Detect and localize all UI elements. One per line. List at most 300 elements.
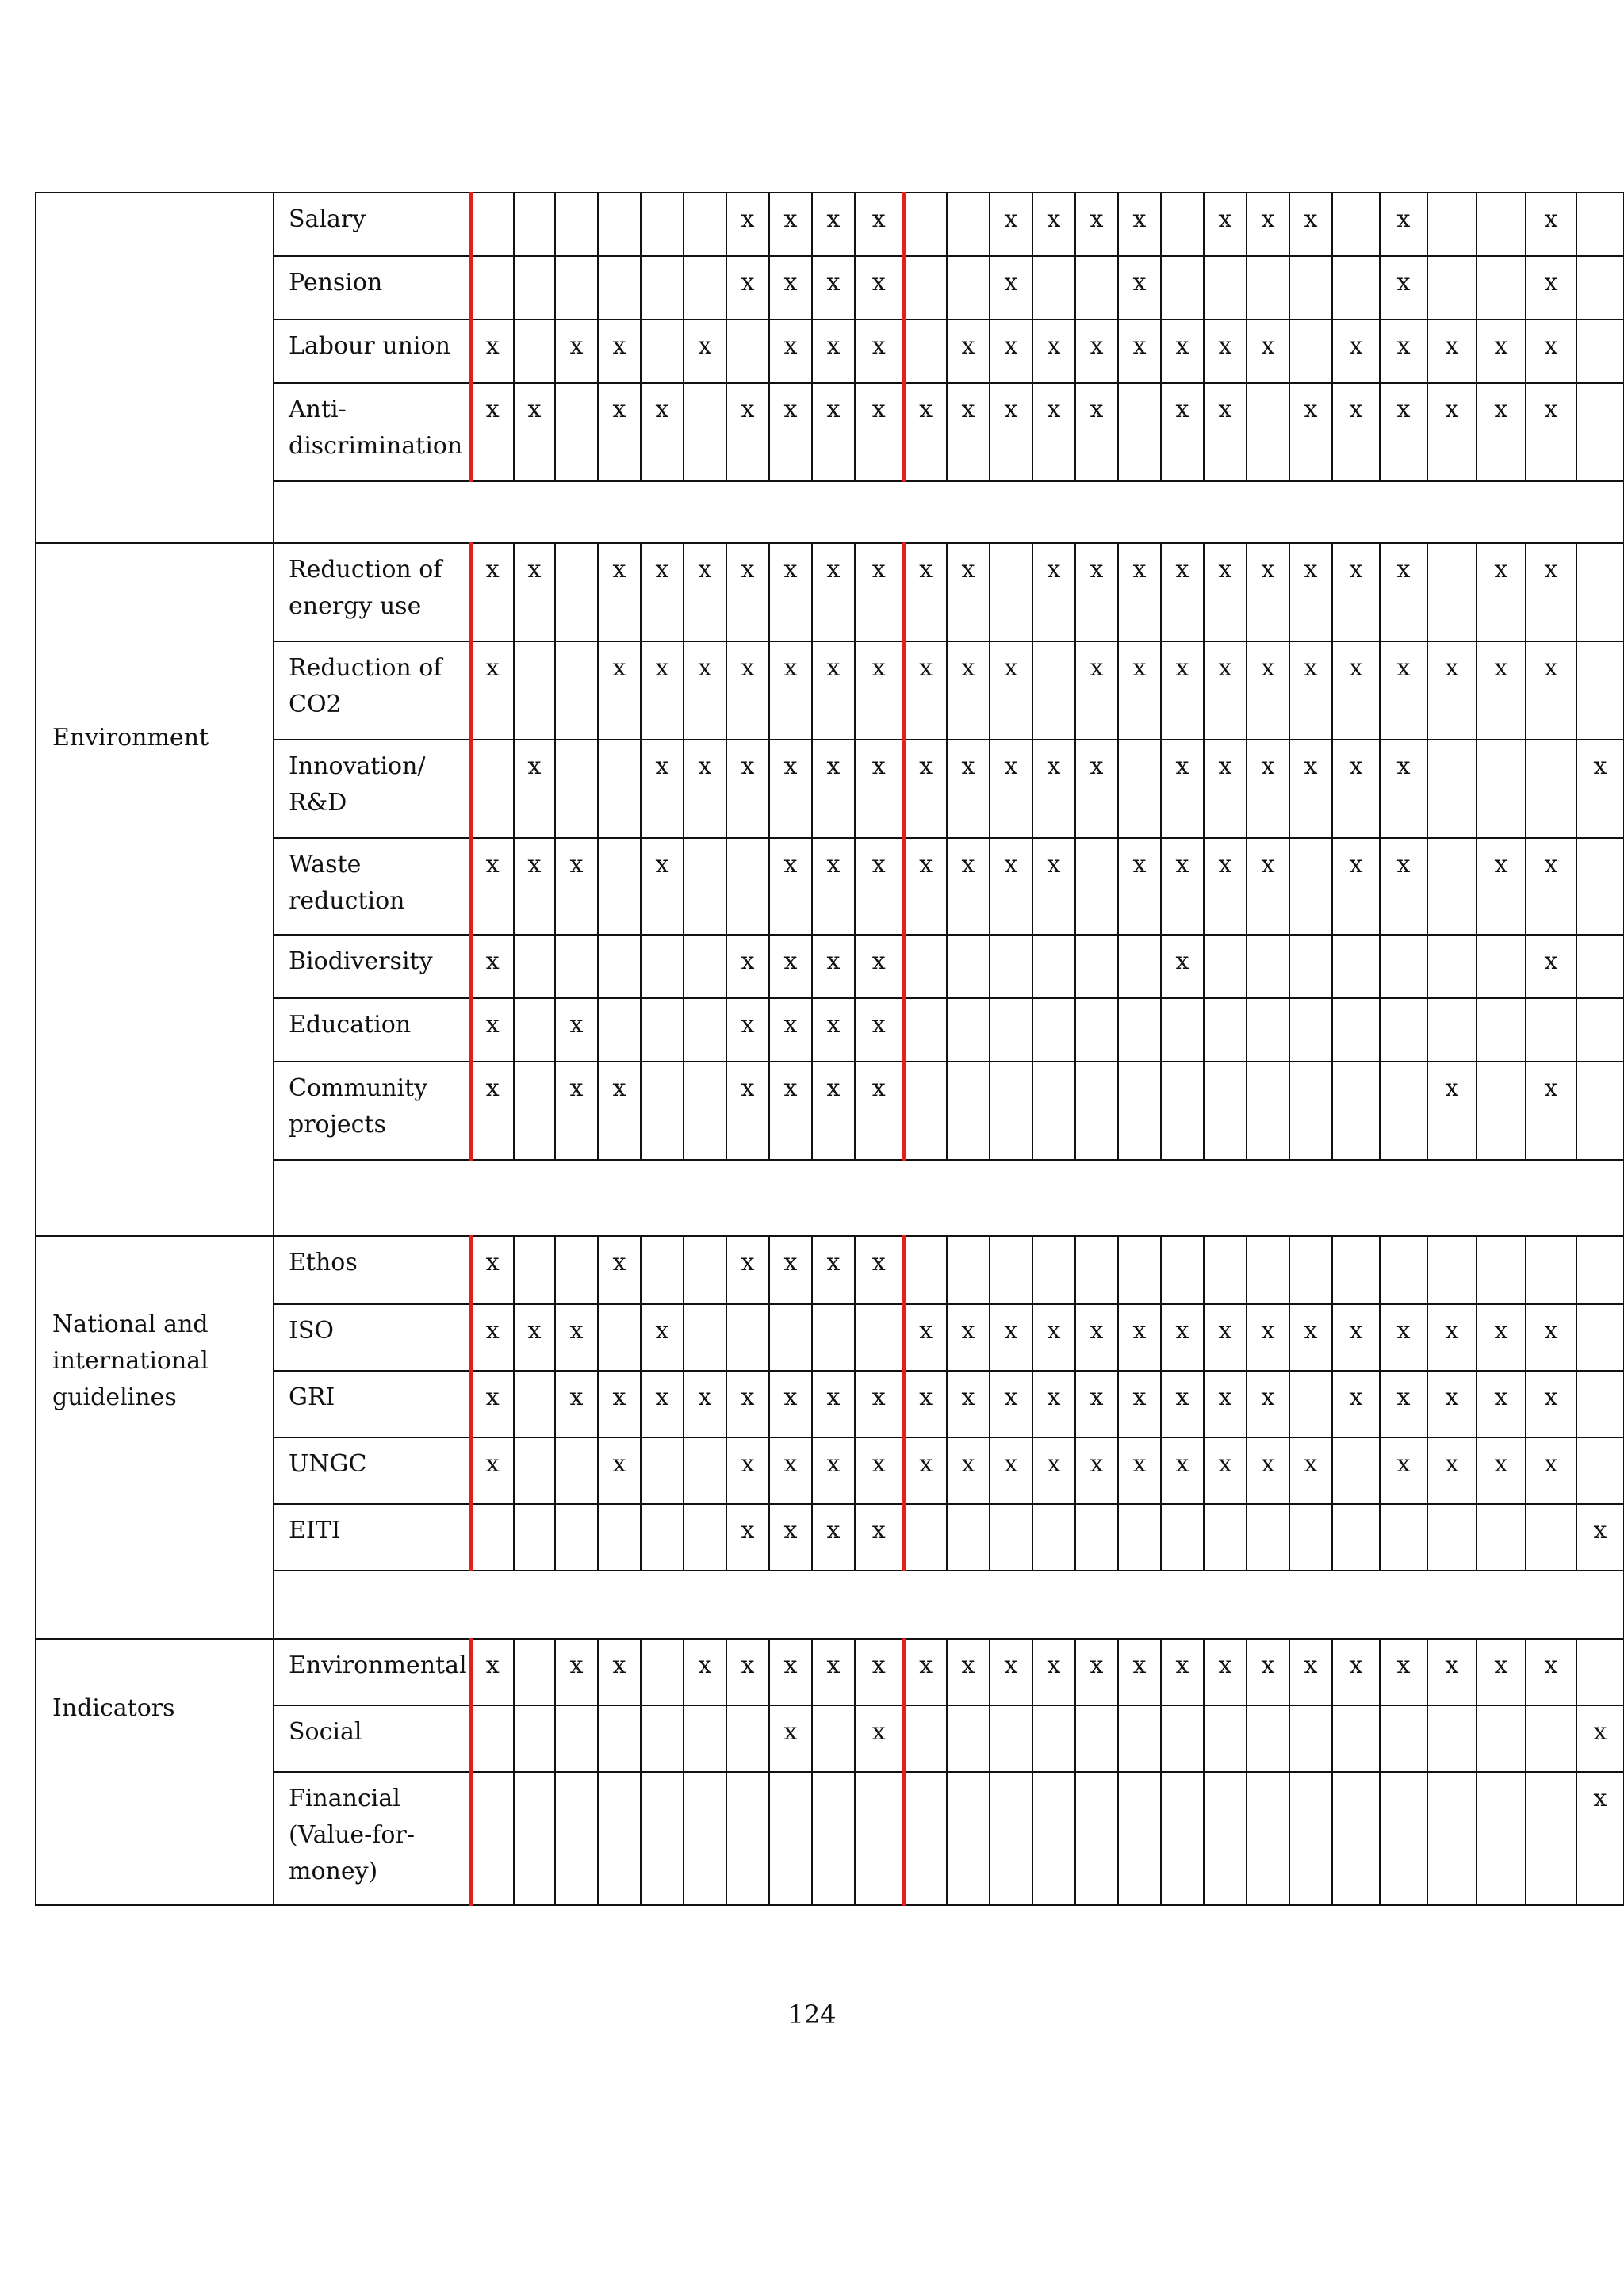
mark-x: x <box>812 1371 855 1437</box>
mark-x: x <box>470 1371 514 1437</box>
mark-x: x <box>1380 1639 1427 1705</box>
mark-x: x <box>1526 935 1576 998</box>
mark-x: x <box>855 1236 904 1304</box>
mark-cell <box>726 1705 769 1772</box>
mark-cell <box>1576 1236 1624 1304</box>
mark-cell <box>1204 1504 1247 1571</box>
mark-x: x <box>1289 193 1332 256</box>
mark-x: x <box>1204 1437 1247 1504</box>
table-row <box>36 1236 1624 1304</box>
mark-x: x <box>1427 1304 1477 1371</box>
mark-cell <box>904 1705 947 1772</box>
mark-cell <box>1477 256 1526 320</box>
mark-cell <box>470 1504 514 1571</box>
mark-x: x <box>1204 740 1247 838</box>
mark-x: x <box>555 320 598 383</box>
mark-x: x <box>726 383 769 481</box>
mark-cell <box>1289 998 1332 1062</box>
mark-x: x <box>769 838 812 935</box>
row-label-cell <box>274 193 470 256</box>
mark-cell <box>1075 1504 1118 1571</box>
mark-x: x <box>990 320 1032 383</box>
mark-x: x <box>1332 1371 1380 1437</box>
mark-x: x <box>1526 383 1576 481</box>
mark-cell <box>904 193 947 256</box>
mark-cell <box>1526 1236 1576 1304</box>
mark-cell <box>990 935 1032 998</box>
mark-x: x <box>812 838 855 935</box>
mark-cell <box>514 1236 555 1304</box>
mark-x: x <box>726 935 769 998</box>
row-label-line: Biodiversity <box>289 947 433 975</box>
mark-cell <box>947 1705 990 1772</box>
mark-x: x <box>1576 1772 1624 1905</box>
table-row <box>36 320 1624 383</box>
mark-cell <box>514 193 555 256</box>
row-label-line: GRI <box>289 1383 335 1411</box>
mark-x: x <box>1526 320 1576 383</box>
mark-x: x <box>598 383 641 481</box>
mark-x: x <box>1075 641 1118 740</box>
mark-x: x <box>1161 543 1204 641</box>
mark-cell <box>1289 320 1332 383</box>
mark-cell <box>1161 256 1204 320</box>
mark-x: x <box>1576 1705 1624 1772</box>
mark-cell <box>598 1304 641 1371</box>
mark-x: x <box>990 193 1032 256</box>
mark-cell <box>1332 1705 1380 1772</box>
table-row <box>36 193 1624 256</box>
mark-x: x <box>684 543 726 641</box>
mark-x: x <box>641 543 684 641</box>
mark-cell <box>1576 935 1624 998</box>
mark-x: x <box>812 1236 855 1304</box>
mark-cell <box>947 1772 990 1905</box>
mark-x: x <box>769 641 812 740</box>
mark-x: x <box>1332 641 1380 740</box>
row-label-line: discrimination <box>289 432 463 460</box>
mark-x: x <box>855 1705 904 1772</box>
mark-x: x <box>1247 320 1289 383</box>
mark-x: x <box>1289 543 1332 641</box>
mark-x: x <box>514 1304 555 1371</box>
mark-cell <box>1075 998 1118 1062</box>
mark-cell <box>1075 838 1118 935</box>
mark-x: x <box>598 1437 641 1504</box>
mark-cell <box>1576 641 1624 740</box>
mark-x: x <box>904 1437 947 1504</box>
mark-x: x <box>1118 256 1161 320</box>
mark-cell <box>1526 740 1576 838</box>
mark-cell <box>1247 1062 1289 1160</box>
row-label-line: projects <box>289 1111 386 1138</box>
mark-x: x <box>1032 1371 1075 1437</box>
table-row <box>36 838 1624 935</box>
mark-x: x <box>855 383 904 481</box>
mark-x: x <box>1118 1304 1161 1371</box>
mark-x: x <box>1332 383 1380 481</box>
mark-cell <box>1075 256 1118 320</box>
mark-x: x <box>769 383 812 481</box>
mark-cell <box>1118 383 1161 481</box>
mark-x: x <box>598 1371 641 1437</box>
mark-cell <box>641 256 684 320</box>
mark-cell <box>1380 1062 1427 1160</box>
mark-x: x <box>598 1236 641 1304</box>
mark-x: x <box>1380 193 1427 256</box>
row-label-line: CO2 <box>289 691 342 718</box>
mark-cell <box>1032 1705 1075 1772</box>
mark-cell <box>1032 935 1075 998</box>
category-cell <box>36 1639 274 1905</box>
mark-x: x <box>904 1371 947 1437</box>
mark-cell <box>1576 1371 1624 1437</box>
mark-cell <box>726 1304 769 1371</box>
mark-cell <box>990 1504 1032 1571</box>
spacer-cell <box>274 1160 1624 1236</box>
row-label-cell <box>274 838 470 935</box>
mark-x: x <box>769 1236 812 1304</box>
mark-cell <box>1118 1705 1161 1772</box>
mark-cell <box>1477 740 1526 838</box>
mark-cell <box>904 1062 947 1160</box>
mark-cell <box>1427 740 1477 838</box>
mark-x: x <box>1032 1304 1075 1371</box>
mark-x: x <box>726 1639 769 1705</box>
mark-x: x <box>1380 838 1427 935</box>
mark-cell <box>1380 998 1427 1062</box>
mark-x: x <box>812 543 855 641</box>
mark-cell <box>598 1772 641 1905</box>
mark-x: x <box>1526 193 1576 256</box>
row-label-cell <box>274 256 470 320</box>
mark-x: x <box>1477 641 1526 740</box>
mark-x: x <box>904 383 947 481</box>
mark-x: x <box>947 1304 990 1371</box>
category-label: Environment <box>52 724 209 752</box>
category-cell <box>36 543 274 1236</box>
row-label-cell <box>274 641 470 740</box>
mark-cell <box>1576 1437 1624 1504</box>
mark-cell <box>769 1772 812 1905</box>
mark-x: x <box>1032 740 1075 838</box>
mark-x: x <box>1477 1304 1526 1371</box>
row-label-line: Innovation/ <box>289 752 426 780</box>
matrix-body <box>36 193 1624 1905</box>
mark-cell <box>641 1437 684 1504</box>
row-label-cell <box>274 1437 470 1504</box>
mark-cell <box>947 998 990 1062</box>
mark-x: x <box>726 193 769 256</box>
mark-x: x <box>726 1371 769 1437</box>
mark-cell <box>641 1705 684 1772</box>
mark-x: x <box>1032 1639 1075 1705</box>
mark-x: x <box>1576 1504 1624 1571</box>
mark-x: x <box>1204 320 1247 383</box>
mark-x: x <box>726 543 769 641</box>
mark-cell <box>514 935 555 998</box>
mark-cell <box>1204 1062 1247 1160</box>
mark-cell <box>990 1772 1032 1905</box>
mark-x: x <box>1075 320 1118 383</box>
mark-cell <box>1427 256 1477 320</box>
mark-cell <box>1380 1772 1427 1905</box>
mark-x: x <box>855 740 904 838</box>
mark-cell <box>1247 383 1289 481</box>
mark-cell <box>1427 838 1477 935</box>
mark-cell <box>1161 1236 1204 1304</box>
mark-cell <box>555 1504 598 1571</box>
mark-cell <box>1427 543 1477 641</box>
table-row <box>36 543 1624 641</box>
mark-cell <box>1477 935 1526 998</box>
mark-cell <box>1477 1705 1526 1772</box>
row-label-cell <box>274 320 470 383</box>
mark-x: x <box>598 1062 641 1160</box>
mark-x: x <box>1247 1304 1289 1371</box>
mark-x: x <box>855 1371 904 1437</box>
mark-x: x <box>769 998 812 1062</box>
mark-cell <box>1247 1772 1289 1905</box>
mark-cell <box>990 998 1032 1062</box>
mark-x: x <box>1427 1437 1477 1504</box>
mark-x: x <box>555 838 598 935</box>
table-row <box>36 1705 1624 1772</box>
mark-x: x <box>641 383 684 481</box>
mark-x: x <box>1075 740 1118 838</box>
mark-cell <box>684 1437 726 1504</box>
mark-x: x <box>684 641 726 740</box>
mark-cell <box>947 1504 990 1571</box>
mark-cell <box>1161 998 1204 1062</box>
mark-cell <box>514 256 555 320</box>
mark-x: x <box>470 1639 514 1705</box>
mark-x: x <box>990 1371 1032 1437</box>
mark-x: x <box>812 641 855 740</box>
mark-cell <box>684 1236 726 1304</box>
row-label-cell <box>274 1705 470 1772</box>
mark-x: x <box>1380 1437 1427 1504</box>
mark-x: x <box>855 1639 904 1705</box>
mark-cell <box>1477 1504 1526 1571</box>
mark-cell <box>904 320 947 383</box>
mark-cell <box>1289 1062 1332 1160</box>
mark-cell <box>904 1236 947 1304</box>
mark-x: x <box>1427 1062 1477 1160</box>
mark-x: x <box>1161 740 1204 838</box>
mark-x: x <box>855 1437 904 1504</box>
row-label-cell <box>274 1371 470 1437</box>
mark-cell <box>684 193 726 256</box>
mark-cell <box>1576 383 1624 481</box>
mark-x: x <box>1247 1437 1289 1504</box>
mark-cell <box>1332 1772 1380 1905</box>
row-label-line: energy use <box>289 592 422 620</box>
mark-cell <box>1075 1062 1118 1160</box>
mark-x: x <box>947 740 990 838</box>
mark-x: x <box>1289 1437 1332 1504</box>
mark-x: x <box>1118 1639 1161 1705</box>
mark-cell <box>1332 935 1380 998</box>
mark-x: x <box>769 1371 812 1437</box>
category-label: National and international guidelines <box>52 1311 209 1411</box>
mark-x: x <box>990 740 1032 838</box>
mark-cell <box>812 1772 855 1905</box>
mark-x: x <box>1380 1304 1427 1371</box>
mark-x: x <box>1075 1371 1118 1437</box>
mark-x: x <box>1477 543 1526 641</box>
mark-cell <box>1204 256 1247 320</box>
row-label-cell <box>274 998 470 1062</box>
mark-x: x <box>904 641 947 740</box>
mark-cell <box>1204 1705 1247 1772</box>
mark-cell <box>855 1772 904 1905</box>
table-row <box>36 1062 1624 1160</box>
mark-cell <box>598 998 641 1062</box>
mark-cell <box>904 998 947 1062</box>
mark-cell <box>514 1504 555 1571</box>
mark-x: x <box>1247 1639 1289 1705</box>
mark-cell <box>1289 1504 1332 1571</box>
mark-cell <box>1332 256 1380 320</box>
mark-x: x <box>1161 320 1204 383</box>
mark-cell <box>726 838 769 935</box>
row-label-line: Environmental <box>289 1651 467 1679</box>
row-label-cell <box>274 1639 470 1705</box>
mark-cell <box>904 935 947 998</box>
matrix-table <box>35 192 1624 1906</box>
category-cell <box>36 193 274 543</box>
mark-x: x <box>1332 1639 1380 1705</box>
mark-cell <box>1032 256 1075 320</box>
mark-x: x <box>1332 320 1380 383</box>
mark-x: x <box>855 1504 904 1571</box>
table-row <box>36 641 1624 740</box>
mark-x: x <box>555 1371 598 1437</box>
mark-x: x <box>470 383 514 481</box>
row-label-cell <box>274 1236 470 1304</box>
mark-cell <box>1576 193 1624 256</box>
mark-x: x <box>1526 1639 1576 1705</box>
row-label-cell <box>274 1504 470 1571</box>
table-row <box>36 1437 1624 1504</box>
mark-x: x <box>947 1437 990 1504</box>
mark-cell <box>684 256 726 320</box>
mark-cell <box>812 1304 855 1371</box>
mark-x: x <box>1380 320 1427 383</box>
mark-x: x <box>598 320 641 383</box>
mark-x: x <box>812 1639 855 1705</box>
mark-x: x <box>947 838 990 935</box>
row-label-line: UNGC <box>289 1450 367 1478</box>
mark-x: x <box>812 998 855 1062</box>
mark-x: x <box>1332 838 1380 935</box>
mark-x: x <box>1526 1371 1576 1437</box>
mark-cell <box>598 935 641 998</box>
mark-x: x <box>990 383 1032 481</box>
mark-x: x <box>470 998 514 1062</box>
mark-x: x <box>855 641 904 740</box>
mark-x: x <box>470 1062 514 1160</box>
row-label-line: Anti- <box>289 396 347 423</box>
mark-cell <box>947 256 990 320</box>
mark-x: x <box>769 543 812 641</box>
table-row <box>36 1304 1624 1371</box>
mark-cell <box>990 543 1032 641</box>
mark-x: x <box>1204 1639 1247 1705</box>
mark-cell <box>1427 998 1477 1062</box>
mark-x: x <box>1204 641 1247 740</box>
mark-x: x <box>1032 193 1075 256</box>
mark-x: x <box>769 1705 812 1772</box>
mark-cell <box>1247 256 1289 320</box>
mark-x: x <box>684 1639 726 1705</box>
category-label: Indicators <box>52 1694 175 1722</box>
mark-cell <box>947 193 990 256</box>
mark-x: x <box>812 193 855 256</box>
mark-cell <box>1332 1437 1380 1504</box>
mark-cell <box>1118 1062 1161 1160</box>
table-row <box>36 256 1624 320</box>
mark-x: x <box>1380 256 1427 320</box>
mark-cell <box>555 641 598 740</box>
mark-x: x <box>514 740 555 838</box>
mark-x: x <box>1161 1371 1204 1437</box>
mark-cell <box>990 1062 1032 1160</box>
mark-x: x <box>1032 838 1075 935</box>
mark-cell <box>598 838 641 935</box>
category-cell <box>36 1236 274 1639</box>
mark-cell <box>598 740 641 838</box>
mark-x: x <box>769 1062 812 1160</box>
mark-x: x <box>1477 1437 1526 1504</box>
mark-x: x <box>1477 1639 1526 1705</box>
mark-cell <box>1161 193 1204 256</box>
mark-cell <box>1032 1062 1075 1160</box>
mark-cell <box>1380 1705 1427 1772</box>
mark-cell <box>1332 1236 1380 1304</box>
mark-x: x <box>812 320 855 383</box>
mark-x: x <box>1477 383 1526 481</box>
mark-cell <box>1118 740 1161 838</box>
mark-cell <box>641 193 684 256</box>
mark-cell <box>726 320 769 383</box>
spacer-row <box>36 481 1624 543</box>
mark-cell <box>598 256 641 320</box>
mark-x: x <box>1289 383 1332 481</box>
mark-x: x <box>726 256 769 320</box>
mark-cell <box>1032 1772 1075 1905</box>
mark-cell <box>514 998 555 1062</box>
mark-x: x <box>514 383 555 481</box>
mark-x: x <box>598 641 641 740</box>
mark-cell <box>1576 838 1624 935</box>
mark-cell <box>555 1437 598 1504</box>
mark-cell <box>1477 998 1526 1062</box>
mark-cell <box>1032 1236 1075 1304</box>
mark-cell <box>555 1236 598 1304</box>
mark-x: x <box>598 1639 641 1705</box>
mark-cell <box>514 1705 555 1772</box>
mark-cell <box>641 320 684 383</box>
table-row <box>36 1504 1624 1571</box>
mark-cell <box>1576 543 1624 641</box>
mark-x: x <box>947 1371 990 1437</box>
mark-x: x <box>812 1062 855 1160</box>
mark-cell <box>555 1772 598 1905</box>
mark-cell <box>1247 1504 1289 1571</box>
mark-cell <box>1118 935 1161 998</box>
